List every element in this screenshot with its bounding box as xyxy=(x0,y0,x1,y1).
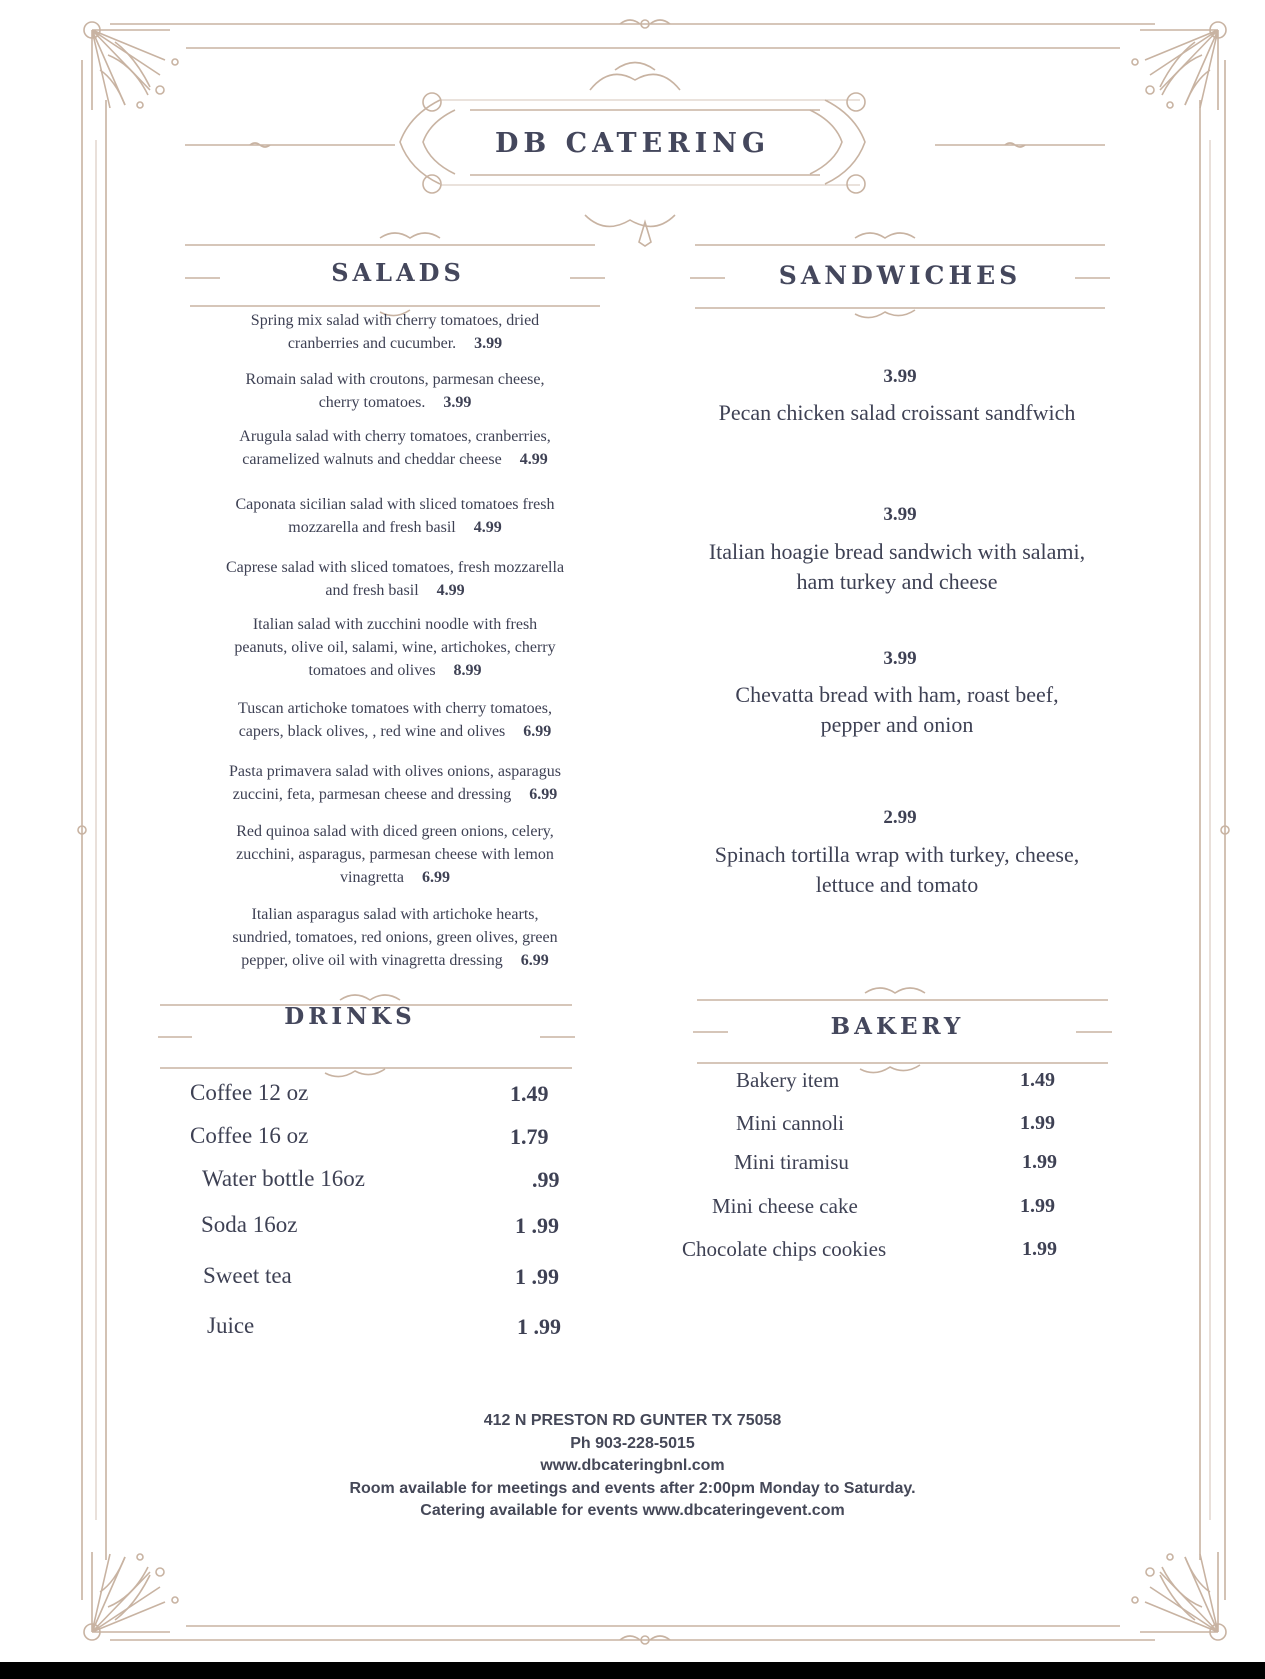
footer-contact xyxy=(0,1410,1265,1523)
salad-last-line xyxy=(175,866,615,889)
footer-room-note: Room available for meetings and events after 2:00pm Monday to Saturday. xyxy=(349,1479,916,1497)
salad-line: Italian salad with zucchini noodle with fresh xyxy=(252,616,538,633)
salad-price: 8.99 xyxy=(453,662,482,679)
salad-line: cranberries and cucumber. xyxy=(287,335,457,352)
footer-address: 412 N PRESTON RD GUNTER TX 75058 xyxy=(483,1412,782,1429)
footer-website[interactable]: www.dbcateringbnl.com xyxy=(540,1457,725,1474)
bakery-item-price: 1.99 xyxy=(1020,1195,1055,1217)
drink-price: 1.79 xyxy=(510,1124,549,1149)
salad-price: 3.99 xyxy=(443,394,472,411)
salad-item xyxy=(175,820,615,889)
salad-line: Romain salad with croutons, parmesan cheese, xyxy=(245,371,545,388)
salad-line: capers, black olives, , red wine and olives xyxy=(238,723,506,740)
salad-line: and fresh basil xyxy=(325,582,419,599)
drink-price: 1 .99 xyxy=(515,1213,559,1238)
salad-line: tomatoes and olives xyxy=(308,662,436,679)
drink-name: Soda 16oz xyxy=(201,1212,298,1237)
salad-last-line xyxy=(175,783,615,806)
bakery-heading: BAKERY xyxy=(830,1013,965,1040)
footer-phone: Ph 903-228-5015 xyxy=(570,1434,695,1452)
salad-price: 4.99 xyxy=(519,451,548,468)
sandwich-line: pepper and onion xyxy=(820,712,974,737)
drink-price: 1 .99 xyxy=(517,1314,561,1339)
salad-item xyxy=(175,903,615,972)
sandwich-description xyxy=(672,537,1122,597)
sandwich-line: Pecan chicken salad croissant sandfwich xyxy=(718,400,1076,425)
drink-name: Juice xyxy=(207,1313,255,1338)
salad-price: 4.99 xyxy=(436,582,465,599)
salad-item xyxy=(175,613,615,682)
salad-line: Arugula salad with cherry tomatoes, cranberries, xyxy=(239,428,551,445)
sandwich-price: 3.99 xyxy=(883,504,917,525)
sandwich-line: ham turkey and cheese xyxy=(796,569,998,594)
drink-name: Water bottle 16oz xyxy=(202,1166,365,1191)
salad-last-line xyxy=(175,659,615,682)
drink-name: Sweet tea xyxy=(203,1263,292,1288)
bakery-item-price: 1.99 xyxy=(1022,1151,1057,1173)
sandwich-price: 2.99 xyxy=(883,807,917,828)
salad-line: Caponata sicilian salad with sliced tomatoes fresh xyxy=(235,496,555,513)
salad-last-line xyxy=(175,949,615,972)
bakery-item-price: 1.99 xyxy=(1022,1238,1057,1260)
salad-price: 3.99 xyxy=(474,335,503,352)
salad-last-line xyxy=(175,332,615,355)
sandwich-description xyxy=(672,398,1122,428)
sandwich-description xyxy=(672,680,1122,740)
salad-line: Italian asparagus salad with artichoke hearts, xyxy=(251,906,539,923)
salad-last-line xyxy=(175,391,615,414)
salads-heading: SALADS xyxy=(331,258,465,287)
salad-item xyxy=(175,309,615,355)
sandwich-line: Italian hoagie bread sandwich with salami, xyxy=(708,539,1086,564)
page-title: DB CATERING xyxy=(494,128,771,159)
salad-line: vinagretta xyxy=(340,869,404,886)
salad-line: Red quinoa salad with diced green onions, celery, xyxy=(236,823,554,840)
drinks-heading: DRINKS xyxy=(284,1003,416,1030)
bakery-item-price: 1.49 xyxy=(1020,1069,1055,1091)
salad-last-line xyxy=(175,579,615,602)
sandwich-description xyxy=(672,840,1122,900)
sandwiches-heading: SANDWICHES xyxy=(778,261,1022,290)
bakery-item-name: Bakery item xyxy=(736,1068,840,1092)
salad-line: Pasta primavera salad with olives onions, asparagus xyxy=(229,763,561,780)
salad-price: 6.99 xyxy=(520,952,549,969)
salad-line: Spring mix salad with cherry tomatoes, dried xyxy=(250,312,540,329)
salad-price: 4.99 xyxy=(473,519,502,536)
drink-price: 1 .99 xyxy=(515,1264,559,1289)
drink-name: Coffee 12 oz xyxy=(190,1080,309,1105)
salad-item xyxy=(175,493,615,539)
sandwich-line: lettuce and tomato xyxy=(815,872,979,897)
bakery-item-name: Mini cheese cake xyxy=(712,1194,858,1218)
salad-item xyxy=(175,697,615,743)
salad-line: sundried, tomatoes, red onions, green olives, green xyxy=(232,929,558,946)
drink-price: 1.49 xyxy=(510,1081,549,1106)
drink-name: Coffee 16 oz xyxy=(190,1123,309,1148)
salad-price: 6.99 xyxy=(529,786,558,803)
bakery-item-name: Mini tiramisu xyxy=(734,1150,849,1174)
sandwich-price: 3.99 xyxy=(883,648,917,669)
sandwich-line: Spinach tortilla wrap with turkey, cheese, xyxy=(714,842,1080,867)
salad-item xyxy=(175,556,615,602)
bakery-item-price: 1.99 xyxy=(1020,1112,1055,1134)
salad-line: peanuts, olive oil, salami, wine, artichokes, cherry xyxy=(234,639,556,656)
salad-line: zuccini, feta, parmesan cheese and dressing xyxy=(232,786,512,803)
salad-line: Tuscan artichoke tomatoes with cherry tomatoes, xyxy=(238,700,552,717)
salad-price: 6.99 xyxy=(523,723,552,740)
salad-line: pepper, olive oil with vinagretta dressing xyxy=(241,952,503,969)
salad-line: caramelized walnuts and cheddar cheese xyxy=(242,451,502,468)
salad-line: Caprese salad with sliced tomatoes, fresh mozzarella xyxy=(225,559,565,576)
salad-price: 6.99 xyxy=(421,869,450,886)
sandwich-line: Chevatta bread with ham, roast beef, xyxy=(735,682,1059,707)
salad-item xyxy=(175,760,615,806)
salad-item xyxy=(175,368,615,414)
bakery-item-name: Mini cannoli xyxy=(736,1111,844,1135)
bakery-item-name: Chocolate chips cookies xyxy=(682,1237,887,1261)
drink-price: .99 xyxy=(532,1167,560,1192)
salad-line: zucchini, asparagus, parmesan cheese with lemon xyxy=(236,846,554,863)
salad-item xyxy=(175,425,615,471)
salad-last-line xyxy=(175,720,615,743)
salad-line: cherry tomatoes. xyxy=(318,394,426,411)
salad-last-line xyxy=(175,516,615,539)
salad-last-line xyxy=(175,448,615,471)
sandwich-price: 3.99 xyxy=(883,366,917,387)
footer-catering-note: Catering available for events www.dbcateringevent.com xyxy=(420,1502,845,1519)
salad-line: mozzarella and fresh basil xyxy=(288,519,456,536)
